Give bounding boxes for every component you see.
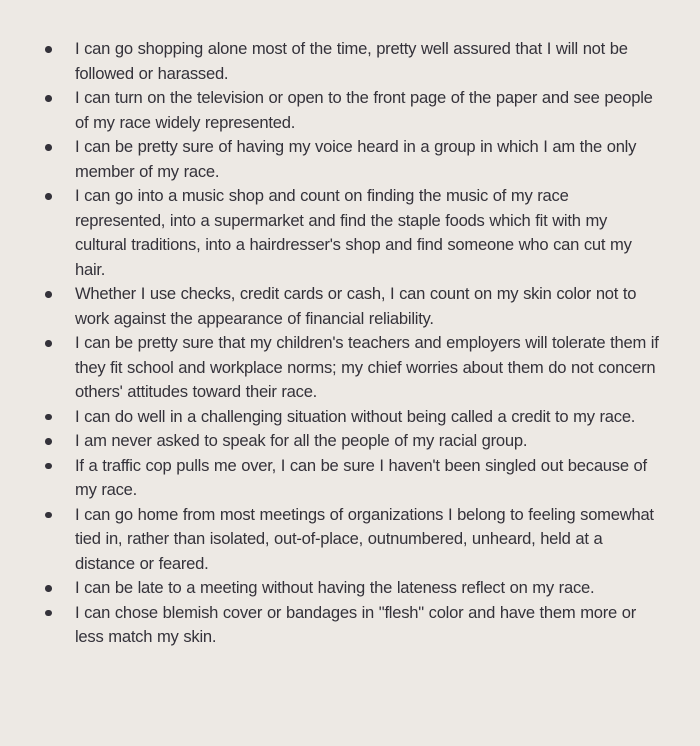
bullet-icon: [45, 46, 52, 53]
list-item: [75, 601, 662, 650]
list-item: [75, 282, 662, 331]
list-item-text: I am never asked to speak for all the people of my racial group.: [75, 431, 528, 450]
bullet-icon: [45, 610, 52, 617]
list-item-text: I can be late to a meeting without having the lateness reflect on my race.: [75, 578, 595, 597]
list-item-text: Whether I use checks, credit cards or cash, I can count on my skin color not to work against the appearance of financial reliability.: [75, 284, 637, 328]
bullet-icon: [45, 291, 52, 298]
bullet-icon: [45, 340, 52, 347]
bullet-icon: [45, 585, 52, 592]
list-item: [75, 135, 662, 184]
list-item-text: I can go into a music shop and count on finding the music of my race represented, into a supermarket and find the staple foods which fit with my cultural traditions, into a hairdresser's shop and find someone who can cut my hair.: [75, 186, 632, 279]
list-item-text: I can be pretty sure of having my voice heard in a group in which I am the only member of my race.: [75, 137, 637, 181]
list-item-text: I can do well in a challenging situation without being called a credit to my race.: [75, 406, 636, 426]
list-item-text: I can go home from most meetings of organizations I belong to feeling somewhat tied in, rather than isolated, out-of-place, outnumbered, unheard, held at a distance or feared.: [75, 504, 654, 573]
list-item: [75, 184, 662, 282]
bullet-icon: [45, 512, 52, 519]
list-item: [75, 405, 662, 430]
list-item: [75, 37, 662, 86]
list-item-text: I can turn on the television or open to the front page of the paper and see people of my race widely represented.: [75, 88, 653, 132]
bullet-icon: [45, 144, 52, 151]
list-item-text: I can go shopping alone most of the time, pretty well assured that I will not be followed or harassed.: [75, 39, 628, 83]
list-item: [75, 454, 662, 503]
list-item: [75, 503, 662, 577]
list-item: [75, 576, 662, 601]
list-item-text: I can chose blemish cover or bandages in "flesh" color and have them more or less match my skin.: [75, 602, 637, 646]
list-item-text: I can be pretty sure that my children's teachers and employers will tolerate them if they fit school and workplace norms; my chief worries about them do not concern others' attitudes toward their race.: [75, 333, 659, 401]
bullet-icon: [45, 463, 52, 470]
bullet-icon: [45, 438, 52, 445]
bullet-icon: [45, 193, 52, 200]
list-item: [75, 86, 662, 135]
list-item: [75, 429, 662, 454]
list-item: [75, 331, 662, 405]
list-item-text: If a traffic cop pulls me over, I can be sure I haven't been singled out because of my race.: [75, 455, 647, 499]
bullet-icon: [45, 95, 52, 102]
bullet-icon: [45, 414, 52, 421]
